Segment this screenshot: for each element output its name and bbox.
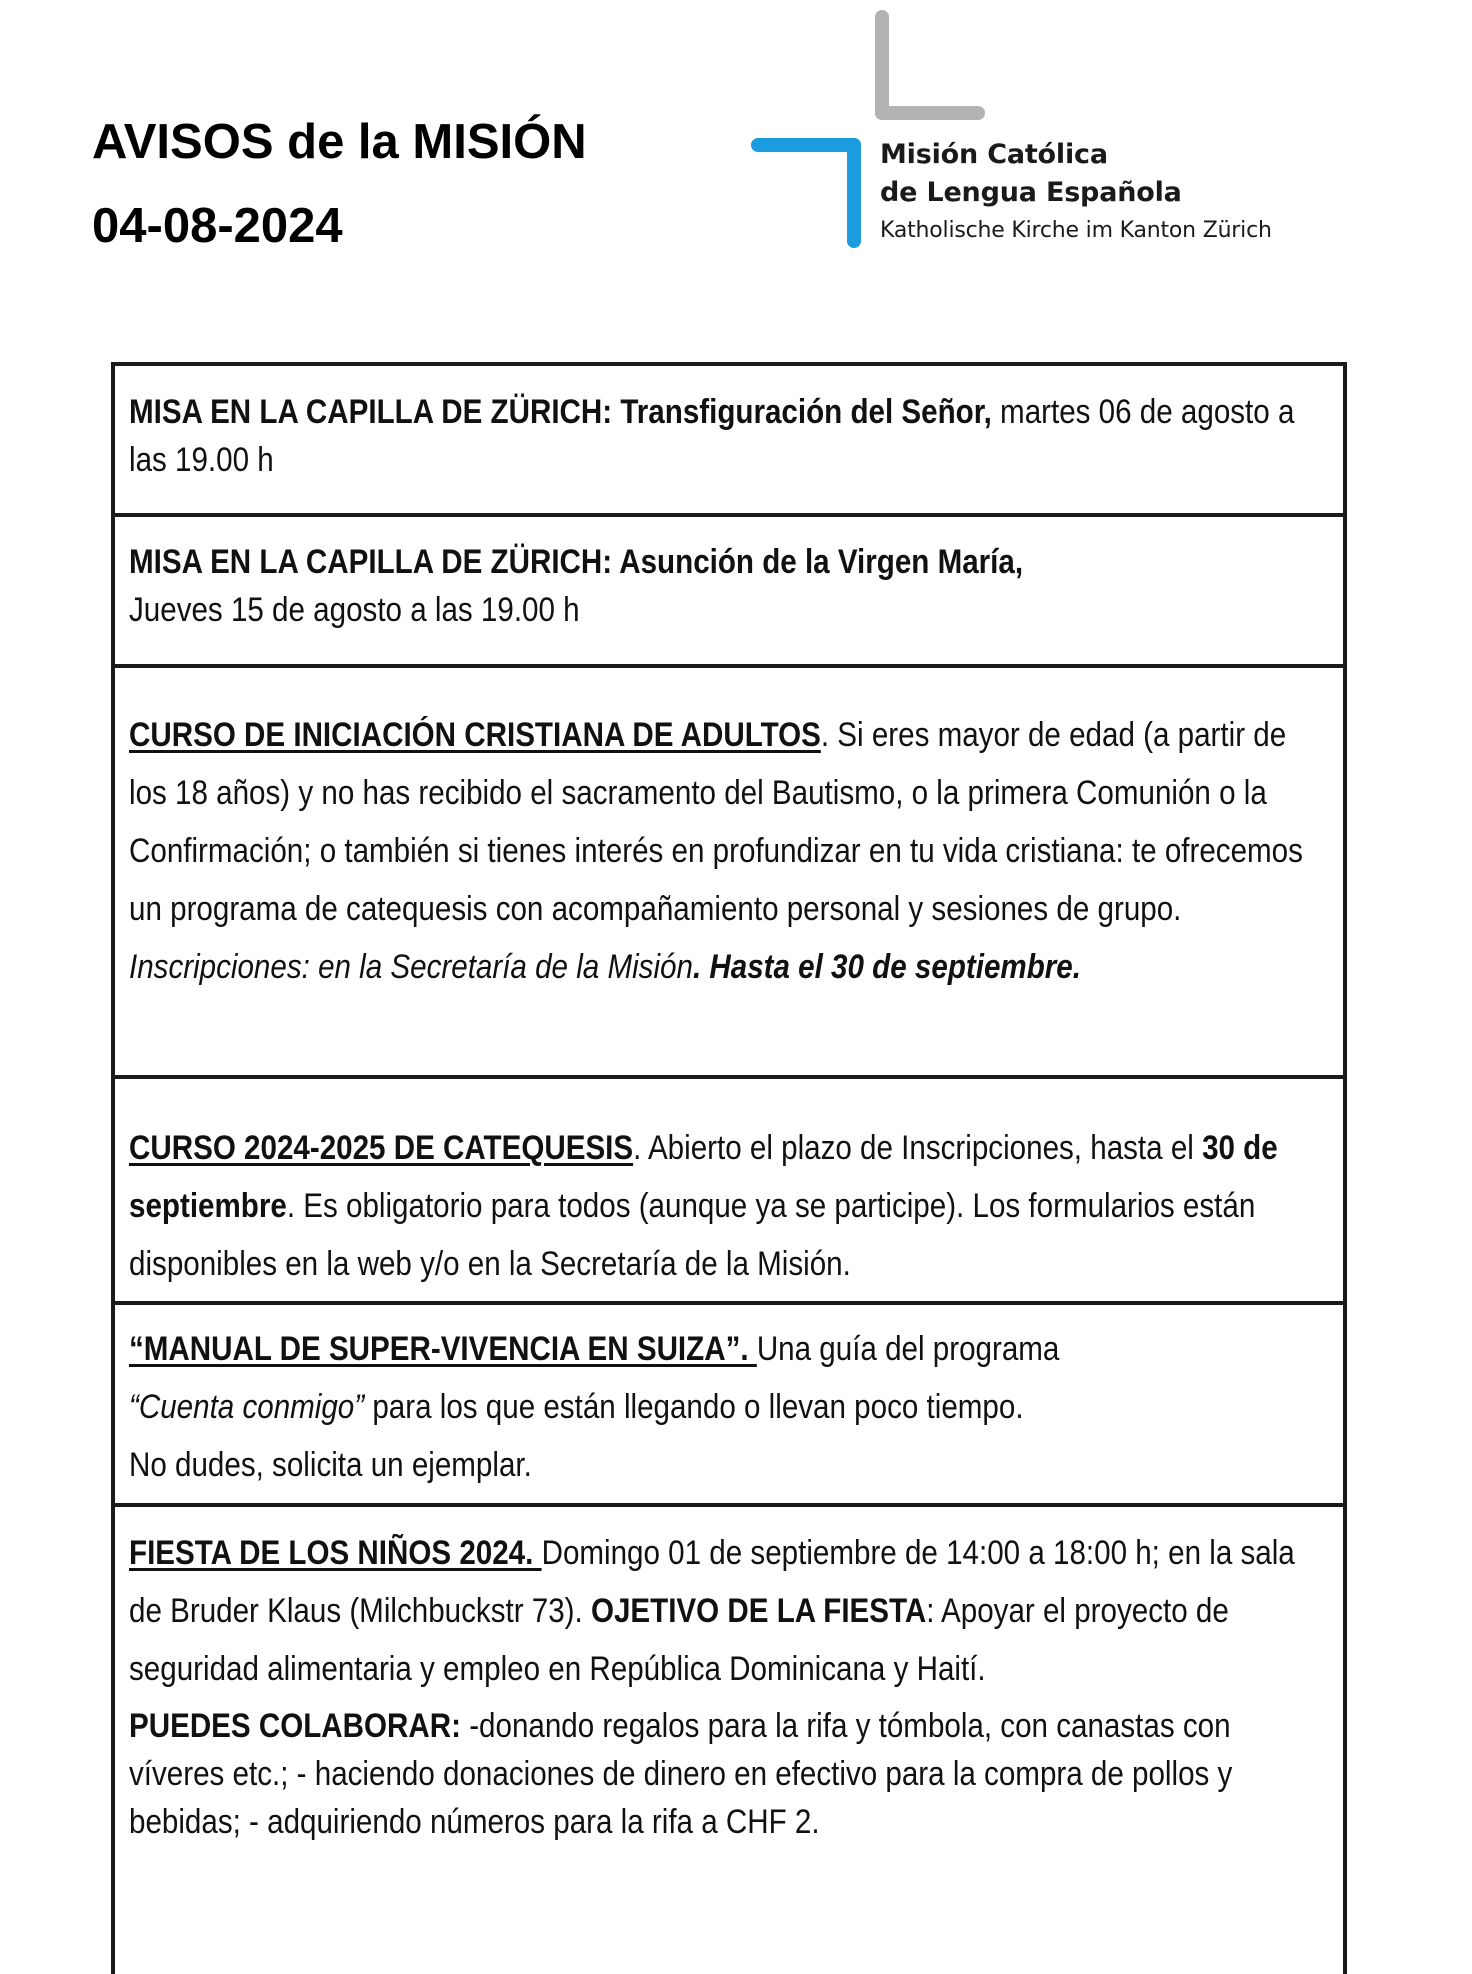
notice-body: . Abierto el plazo de Inscripciones, hasta el bbox=[633, 1129, 1203, 1167]
logo-line-3: Katholische Kirche im Kanton Zürich bbox=[880, 218, 1272, 243]
page-title: AVISOS de la MISIÓN bbox=[92, 115, 587, 169]
notice-heading: MISA EN LA CAPILLA DE ZÜRICH: bbox=[129, 393, 621, 431]
notice-inscriptions: Inscripciones: en la Secretaría de la Misión bbox=[129, 948, 693, 986]
notice-manual bbox=[115, 1320, 1343, 1494]
notice-collaborate-label: PUEDES COLABORAR: bbox=[129, 1707, 461, 1745]
notice-body-2: para los que están llegando o llevan poco tiempo. bbox=[364, 1388, 1024, 1426]
divider bbox=[115, 1075, 1343, 1079]
notice-misa-asuncion bbox=[115, 538, 1343, 634]
notice-objective-label: OJETIVO DE LA FIESTA bbox=[590, 1592, 927, 1630]
divider bbox=[115, 664, 1343, 668]
notice-misa-transfiguracion bbox=[115, 388, 1343, 484]
notice-heading: MISA EN LA CAPILLA DE ZÜRICH: bbox=[129, 543, 620, 581]
notice-body: . Si eres mayor de edad (a partir de los 18 años) y no has recibido el sacramento del Bautismo, o la primera Comunión o la Confirmación; o también si tienes interés en profundizar en tu vida cristiana: te ofrecemos un programa de catequesis con acompañamiento personal y sesiones de grupo. bbox=[129, 716, 1303, 928]
notice-body: Domingo 01 de septiembre de 14:00 a 18:00 h; en la sala de Bruder Klaus (Milchbuckstr 73). bbox=[129, 1534, 1295, 1630]
notice-program-name: “Cuenta conmigo” bbox=[129, 1388, 365, 1426]
notice-body: Una guía del programa bbox=[756, 1330, 1060, 1368]
notice-heading: CURSO 2024-2025 DE CATEQUESIS bbox=[129, 1129, 634, 1167]
notice-text bbox=[129, 706, 1330, 996]
notice-body: martes 06 de agosto a las 19.00 h bbox=[129, 393, 1295, 479]
notice-body: Jueves 15 de agosto a las 19.00 h bbox=[129, 591, 580, 629]
page-date: 04-08-2024 bbox=[92, 199, 343, 253]
divider bbox=[115, 1301, 1343, 1305]
notice-text bbox=[129, 1119, 1330, 1293]
divider bbox=[115, 513, 1343, 517]
notices-box bbox=[111, 362, 1347, 1974]
notice-body-3: -donando regalos para la rifa y tómbola, con canastas con víveres etc.; - haciendo donaciones de dinero en efectivo para la compra de pollos y bebidas; - adquiriendo números para la rifa a CHF 2. bbox=[129, 1707, 1233, 1841]
notice-subject: Asunción de la Virgen María, bbox=[619, 543, 1024, 581]
logo-line-2: de Lengua Española bbox=[880, 177, 1182, 208]
notice-body-2: . Es obligatorio para todos (aunque ya se participe). Los formularios están disponibles en la web y/o en la Secretaría de la Misión. bbox=[129, 1187, 1256, 1283]
notice-heading: “MANUAL DE SUPER-VIVENCIA EN SUIZA”. bbox=[129, 1330, 757, 1368]
notice-curso-adultos bbox=[115, 706, 1343, 996]
notice-heading: CURSO DE INICIACIÓN CRISTIANA DE ADULTOS bbox=[129, 716, 821, 754]
notice-deadline: . Hasta el 30 de septiembre. bbox=[692, 948, 1081, 986]
notice-subject: Transfiguración del Señor, bbox=[620, 393, 992, 431]
notice-fiesta-ninos bbox=[115, 1524, 1343, 1846]
notice-body-2: : Apoyar el proyecto de seguridad alimentaria y empleo en República Dominicana y Haití. bbox=[129, 1592, 1229, 1688]
notice-collaborate-text bbox=[129, 1702, 1330, 1846]
notice-heading: FIESTA DE LOS NIÑOS 2024. bbox=[129, 1534, 542, 1572]
notice-text bbox=[129, 1524, 1330, 1698]
divider bbox=[115, 1503, 1343, 1507]
notice-text bbox=[129, 1320, 1330, 1494]
notice-deadline: 30 de septiembre bbox=[129, 1129, 1278, 1225]
logo-line-1: Misión Católica bbox=[880, 139, 1108, 170]
notice-curso-catequesis bbox=[115, 1119, 1343, 1293]
logo-wordmark bbox=[880, 136, 1272, 250]
mission-logo bbox=[750, 10, 1310, 250]
notice-text bbox=[129, 538, 1330, 634]
notice-text bbox=[129, 388, 1330, 484]
notice-body-3: No dudes, solicita un ejemplar. bbox=[129, 1446, 532, 1484]
